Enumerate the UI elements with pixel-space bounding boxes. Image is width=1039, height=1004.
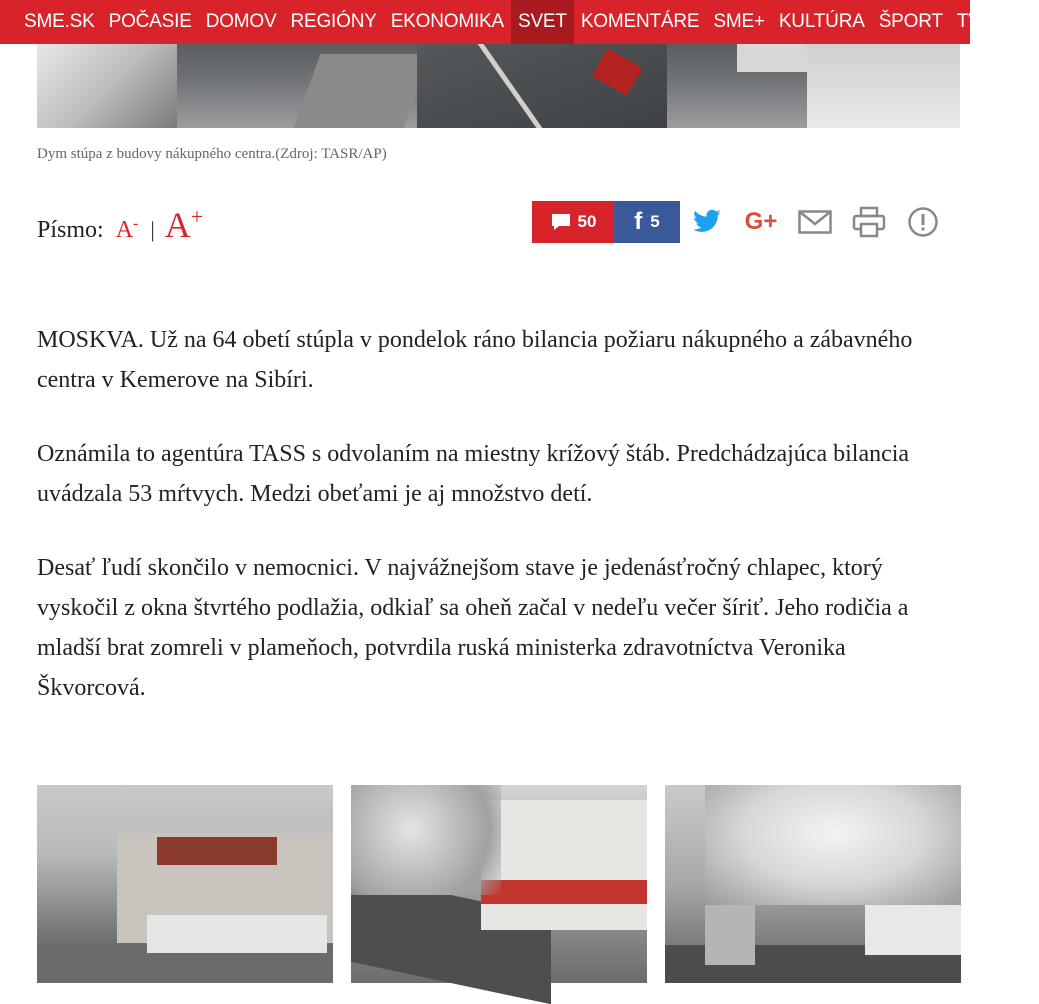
article-paragraph: Desať ľudí skončilo v nemocnici. V najvážnejšom stave je jedenásťročný chlapec, ktorý vyskočil z okna štvrtého podlažia, odkiaľ sa oheň začal v nedeľu večer šíriť. Jeho rodičia a mladší brat zomreli v plameňoch, potvrdila ruská ministerka zdravotníctva Veronika Škvorcová. bbox=[37, 555, 909, 701]
nav-item-sme-sk[interactable]: SME.SK bbox=[24, 11, 95, 32]
nav-item-sport[interactable]: ŠPORT bbox=[878, 11, 943, 32]
thumbnail-ambulances bbox=[147, 915, 327, 953]
font-decrease-mark: - bbox=[133, 215, 139, 232]
twitter-icon bbox=[692, 209, 722, 235]
article-paragraph: Oznámila to agentúra TASS s odvolaním na miestny krížový štáb. Predchádzajúca bilancia uvádzala 53 mŕtvych. Medzi obeťami je aj množstvo detí. bbox=[37, 441, 910, 507]
google-plus-share-button[interactable] bbox=[734, 201, 788, 243]
thumbnail-building-sign bbox=[157, 837, 277, 865]
comments-button[interactable] bbox=[532, 201, 614, 243]
nav-item-pocasie[interactable]: POČASIE bbox=[108, 11, 192, 32]
gallery-thumbnail-2[interactable] bbox=[351, 785, 647, 983]
comments-count: 50 bbox=[577, 212, 597, 231]
thumbnail-house bbox=[705, 895, 755, 965]
nav-item-sme-plus[interactable]: SME+ bbox=[713, 11, 765, 32]
gallery-thumbnail-1[interactable] bbox=[37, 785, 333, 983]
article-body bbox=[37, 320, 957, 742]
thumbnail-smoke bbox=[705, 785, 961, 905]
font-increase-mark: + bbox=[190, 204, 204, 229]
font-size-control bbox=[37, 204, 203, 246]
thumbnail-ground bbox=[37, 950, 333, 983]
report-error-button[interactable] bbox=[896, 201, 950, 243]
font-increase-button[interactable] bbox=[165, 204, 203, 246]
photo-gallery bbox=[37, 785, 961, 983]
font-control-separator: | bbox=[150, 217, 155, 242]
nav-item-regiony[interactable]: REGIÓNY bbox=[290, 11, 377, 32]
facebook-share-button[interactable] bbox=[614, 201, 680, 243]
thumbnail-smoke bbox=[351, 785, 501, 895]
font-decrease-letter: A bbox=[115, 217, 134, 243]
font-increase-letter: A bbox=[164, 205, 191, 245]
nav-item-tv[interactable]: TV bbox=[956, 11, 981, 32]
nav-item-auto[interactable]: AUT bbox=[994, 11, 1033, 32]
hero-image-snowy-roofs bbox=[37, 44, 177, 128]
hero-image-smoke bbox=[807, 44, 960, 128]
facebook-share-count: 5 bbox=[650, 212, 660, 231]
thumbnail-building bbox=[481, 800, 647, 930]
email-share-button[interactable] bbox=[788, 201, 842, 243]
print-button[interactable] bbox=[842, 201, 896, 243]
gallery-thumbnail-3[interactable] bbox=[665, 785, 961, 983]
nav-item-komentare[interactable]: KOMENTÁRE bbox=[580, 11, 700, 32]
report-icon bbox=[907, 206, 939, 238]
comment-icon bbox=[550, 212, 572, 232]
font-decrease-button[interactable] bbox=[116, 215, 139, 244]
nav-item-ekonomika[interactable]: EKONOMIKA bbox=[390, 11, 504, 32]
nav-item-svet[interactable]: SVET bbox=[511, 0, 574, 44]
nav-item-kultura[interactable]: KULTÚRA bbox=[778, 11, 865, 32]
google-plus-icon: G+ bbox=[744, 208, 778, 235]
font-size-label: Písmo: bbox=[37, 217, 104, 243]
hero-image[interactable] bbox=[37, 44, 960, 128]
share-bar bbox=[532, 201, 950, 243]
hero-image-rooftop bbox=[294, 54, 431, 128]
article-paragraph: MOSKVA. Už na 64 obetí stúpla v pondelok ráno bilancia požiaru nákupného a zábavného centra v Kemerove na Sibíri. bbox=[37, 327, 913, 393]
nav-item-domov[interactable]: DOMOV bbox=[205, 11, 277, 32]
mail-icon bbox=[798, 210, 832, 234]
thumbnail-storefront bbox=[481, 880, 647, 904]
top-navigation bbox=[0, 0, 1033, 44]
facebook-icon: f bbox=[634, 208, 643, 235]
twitter-share-button[interactable] bbox=[680, 201, 734, 243]
image-caption: Dym stúpa z budovy nákupného centra.(Zdroj: TASR/AP) bbox=[37, 146, 387, 162]
print-icon bbox=[852, 206, 886, 238]
